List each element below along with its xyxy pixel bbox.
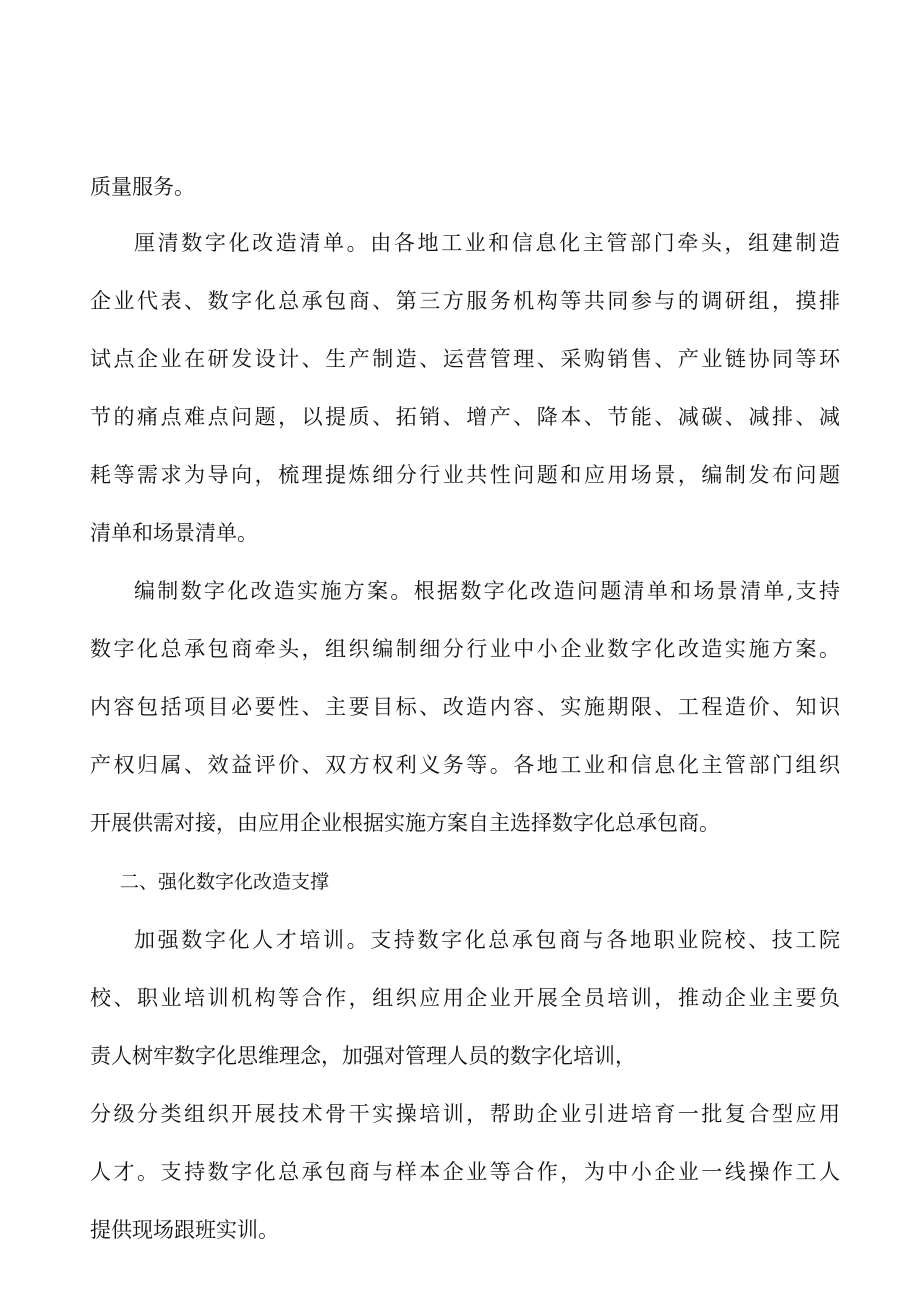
- paragraph-line: 试点企业在研发设计、生产制造、运营管理、采购销售、产业链协同等环: [90, 347, 840, 371]
- paragraph-line: 加强数字化人才培训。支持数字化总承包商与各地职业院校、技工院: [134, 928, 840, 952]
- paragraph-line: 内容包括项目必要性、主要目标、改造内容、实施期限、工程造价、知识: [90, 695, 840, 719]
- paragraph-line: 开展供需对接，由应用企业根据实施方案自主选择数字化总承包商。: [90, 811, 720, 835]
- paragraph-line: 人才。支持数字化总承包商与样本企业等合作，为中小企业一线操作工人: [90, 1160, 840, 1184]
- paragraph-line: 责人树牢数字化思维理念，加强对管理人员的数字化培训，: [90, 1044, 636, 1068]
- paragraph-line: 耗等需求为导向，梳理提炼细分行业共性问题和应用场景，编制发布问题: [90, 463, 840, 487]
- paragraph-line: 质量服务。: [90, 175, 195, 199]
- paragraph-line: 厘清数字化改造清单。由各地工业和信息化主管部门牵头，组建制造: [134, 231, 840, 255]
- paragraph-line: 节的痛点难点问题，以提质、拓销、增产、降本、节能、减碳、减排、减: [90, 405, 840, 429]
- paragraph-line: 分级分类组织开展技术骨干实操培训，帮助企业引进培育一批复合型应用: [90, 1102, 840, 1126]
- paragraph-line: 编制数字化改造实施方案。根据数字化改造问题清单和场景清单,支持: [134, 579, 840, 603]
- paragraph-line: 企业代表、数字化总承包商、第三方服务机构等共同参与的调研组，摸排: [90, 289, 840, 313]
- section-heading: 二、强化数字化改造支撑: [120, 871, 330, 893]
- paragraph-line: 产权归属、效益评价、双方权利义务等。各地工业和信息化主管部门组织: [90, 753, 840, 777]
- paragraph-line: 清单和场景清单。: [90, 521, 258, 545]
- paragraph-line: 提供现场跟班实训。: [90, 1218, 279, 1242]
- paragraph-line: 校、职业培训机构等合作，组织应用企业开展全员培训，推动企业主要负: [90, 986, 840, 1010]
- paragraph-line: 数字化总承包商牵头，组织编制细分行业中小企业数字化改造实施方案。: [90, 637, 840, 661]
